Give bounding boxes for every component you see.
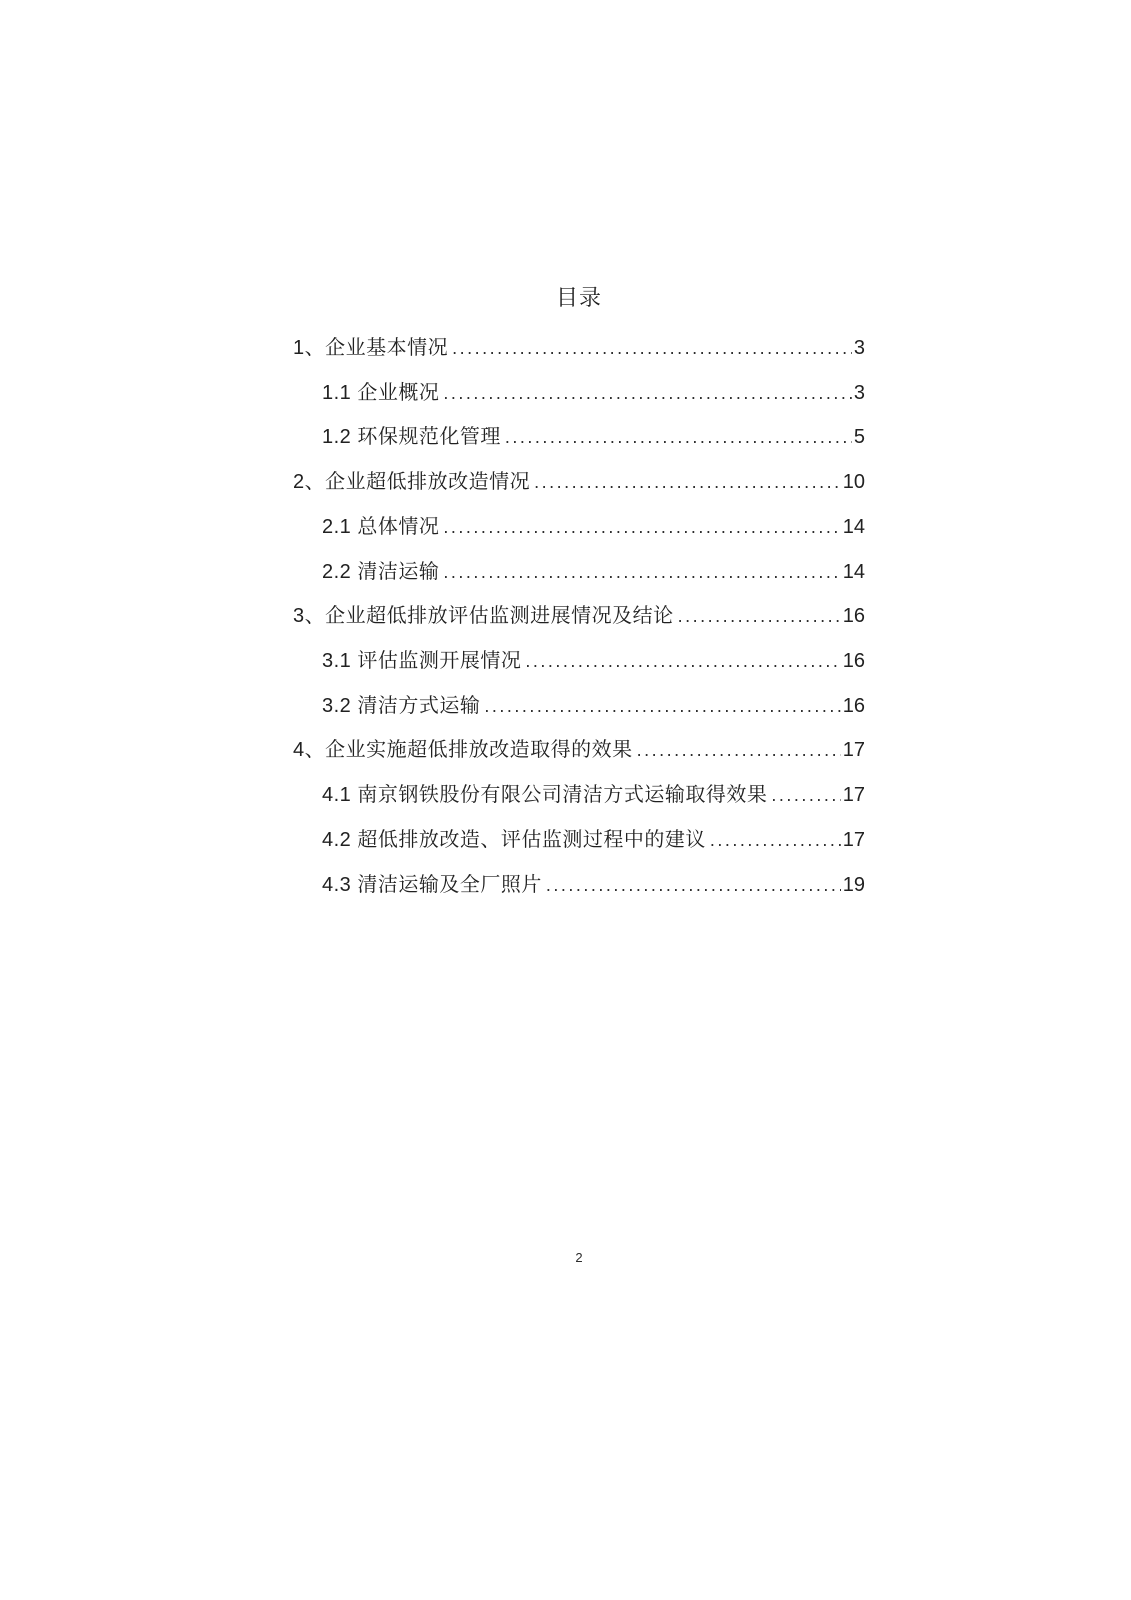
toc-entry-label: 4.3 清洁运输及全厂照片 [322,873,542,896]
toc-entry[interactable] [293,550,865,595]
toc-dot-leader [525,639,840,684]
toc-entry[interactable] [293,863,865,908]
toc-entry-page: 3 [853,381,865,404]
toc-entry-label: 2.1 总体情况 [322,515,440,538]
toc-dot-leader [505,415,852,460]
toc-entry[interactable] [293,684,865,729]
toc-dot-leader [443,371,852,416]
toc-entry[interactable] [293,505,865,550]
toc-entry-page: 19 [842,873,865,896]
toc-entry-page: 16 [842,605,865,628]
toc-entry[interactable] [293,818,865,863]
toc-entry-label: 4.1 南京钢铁股份有限公司清洁方式运输取得效果 [322,784,768,807]
toc-entry-label: 1.1 企业概况 [322,381,440,404]
toc-entry[interactable] [293,326,865,371]
toc-entry-page: 14 [842,515,865,538]
toc-list [293,326,865,907]
toc-entry-label: 4.2 超低排放改造、评估监测过程中的建议 [322,828,706,851]
toc-entry-label: 2.2 清洁运输 [322,560,440,583]
toc-entry-label: 3.2 清洁方式运输 [322,694,481,717]
toc-entry-page: 17 [842,828,865,851]
toc-entry-label: 3.1 评估监测开展情况 [322,650,522,673]
toc-dot-leader [534,460,841,505]
toc-dot-leader [678,594,841,639]
toc-dot-leader [484,684,840,729]
toc-entry[interactable] [293,460,865,505]
toc-dot-leader [771,773,840,818]
toc-entry[interactable] [293,728,865,773]
toc-dot-leader [452,326,852,371]
toc-entry-label: 4、企业实施超低排放改造取得的效果 [293,739,633,762]
toc-entry[interactable] [293,371,865,416]
toc-dot-leader [443,505,840,550]
toc-entry-page: 17 [842,784,865,807]
toc-dot-leader [637,728,841,773]
toc-dot-leader [443,550,840,595]
toc-title: 目录 [555,285,602,310]
toc-entry-label: 1、企业基本情况 [293,337,449,359]
toc-entry-page: 3 [853,337,865,359]
toc-entry-label: 2、企业超低排放改造情况 [293,471,531,494]
toc-entry-page: 14 [842,560,865,583]
toc-entry-page: 10 [842,471,865,494]
toc-entry[interactable] [293,639,865,684]
toc-entry-page: 5 [853,426,865,449]
footer-page-number: 2 [575,1250,583,1265]
toc-entry-label: 3、企业超低排放评估监测进展情况及结论 [293,605,674,628]
toc-entry-label: 1.2 环保规范化管理 [322,426,501,449]
toc-entry-page: 17 [842,739,865,762]
toc-entry[interactable] [293,594,865,639]
toc-dot-leader [546,863,841,908]
toc-entry-page: 16 [842,694,865,717]
toc-entry[interactable] [293,415,865,460]
toc-dot-leader [710,818,841,863]
toc-entry[interactable] [293,773,865,818]
toc-entry-page: 16 [842,650,865,673]
